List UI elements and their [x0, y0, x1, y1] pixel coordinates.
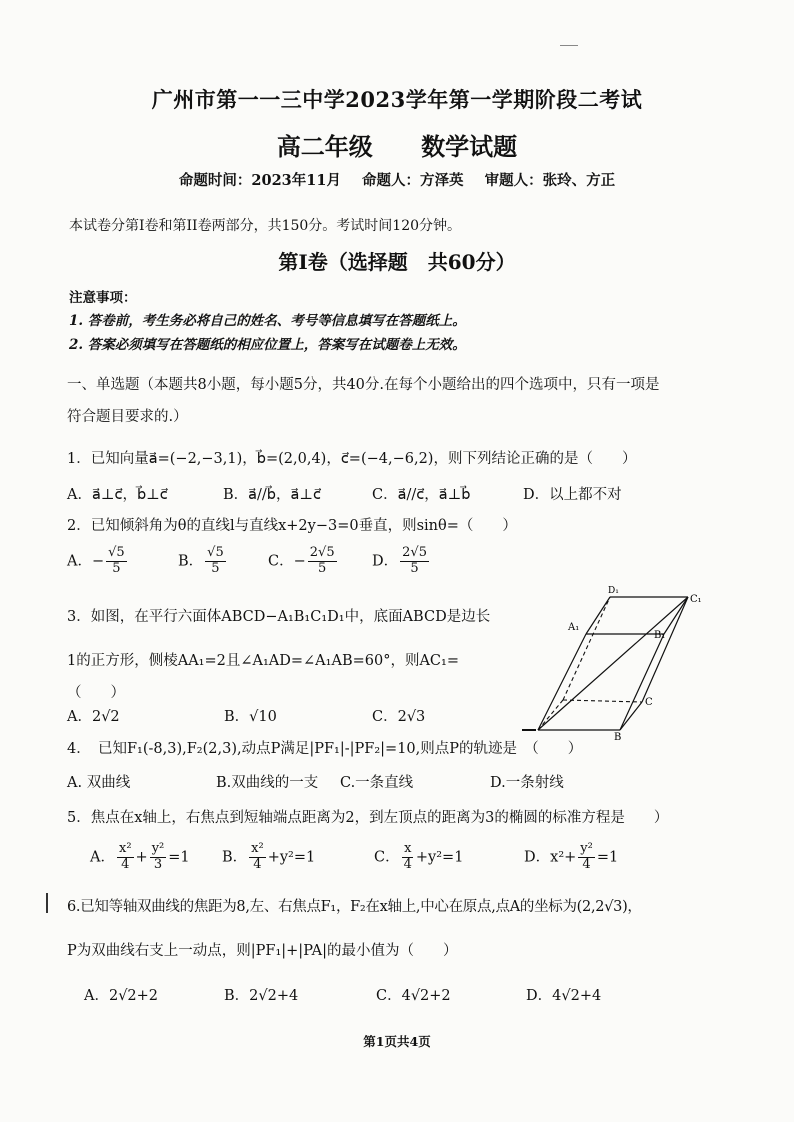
- label-a1: A₁: [568, 622, 580, 633]
- edge-cc1: [642, 597, 688, 702]
- exam-author: 命题人：方泽英: [362, 172, 464, 189]
- exam-time: 命题时间：2023年11月: [178, 172, 341, 189]
- question-3-stem: 3．如图，在平行六面体ABCD−A₁B₁C₁D₁中，底面ABCD是边长: [67, 609, 491, 625]
- edge-bb1: [620, 634, 664, 730]
- page-number: 第1页共4页: [363, 1034, 431, 1049]
- q5-option-b: B． $\frac{\text{x²}}{4}$ +y²=1: [222, 841, 316, 872]
- exam-reviewer: 审题人：张玲、方正: [484, 172, 616, 189]
- q4-option-c: C.一条直线: [340, 775, 414, 791]
- question-1-stem: 1．已知向量a⃗=(−2,−3,1)，b⃗=(2,0,4)，c⃗=(−4,−6,2)，则下列结论正确的是（ ）: [67, 451, 637, 467]
- hidden-edge-dd1: [563, 597, 610, 700]
- q6-option-c: C．4√2+2: [376, 988, 451, 1004]
- question-6-stem-cont: P为双曲线右支上一动点，则|PF₁|+|PA|的最小值为（ ）: [67, 943, 458, 959]
- question-6-stem: 6.已知等轴双曲线的焦距为8,左、右焦点F₁，F₂在x轴上,中心在原点,点A的坐标为(2,2√3)，: [67, 899, 642, 915]
- exam-title: 广州市第一一三中学2023学年第一学期阶段二考试: [151, 87, 643, 112]
- q4-option-a: A. 双曲线: [67, 775, 131, 791]
- question-3-stem-blank: （ ）: [67, 685, 125, 701]
- question-4-stem: 4． 已知F₁(-8,3),F₂(2,3),动点P满足|PF₁|-|PF₂|=10,则点P的轨迹是 （ ）: [67, 741, 583, 757]
- q3-option-a: A．2√2: [67, 709, 120, 725]
- q6-option-a: A．2√2+2: [84, 988, 159, 1004]
- q2-option-d: D． $\frac{2√5}{5}$: [372, 545, 427, 576]
- q2-option-a: A．− $\frac{√5}{5}$: [67, 545, 125, 576]
- question-3-stem-cont: 1的正方形，侧棱AA₁=2且∠A₁AD=∠A₁AB=60°，则AC₁=: [67, 653, 459, 669]
- q5-option-a: A． $\frac{\text{x²}}{4}$ + $\frac{\text{y²}}{3}$ =1: [90, 841, 190, 872]
- q3-option-b: B．√10: [224, 709, 277, 725]
- label-d1: D₁: [608, 586, 619, 596]
- label-c1: C₁: [690, 594, 702, 605]
- section1-heading-cont: 符合题目要求的.）: [67, 409, 188, 425]
- label-b1: B₁: [654, 630, 666, 641]
- part1-title: 第I卷（选择题 共60分）: [278, 250, 516, 274]
- q2-option-c: C．− $\frac{2√5}{5}$: [268, 545, 335, 576]
- label-b: B: [614, 732, 622, 742]
- q2-option-b: B． $\frac{√5}{5}$: [178, 545, 224, 576]
- edge-aa1: [538, 634, 586, 730]
- hidden-edge-dc: [563, 700, 642, 702]
- q1-option-c: C．a⃗//c⃗，a⃗⊥b⃗: [372, 487, 471, 503]
- note-item: 2. 答案必须填写在答题纸的相应位置上，答案写在试题卷上无效。: [69, 337, 466, 353]
- q6-option-b: B．2√2+4: [224, 988, 299, 1004]
- q5-option-d: D．x²+ $\frac{\text{y²}}{4}$ =1: [524, 841, 619, 872]
- edge-a1d1: [586, 597, 610, 634]
- label-c: C: [645, 697, 653, 708]
- scan-edge-mark: [46, 893, 48, 913]
- q3-option-c: C．2√3: [372, 709, 426, 725]
- exam-intro: 本试卷分第I卷和第II卷两部分，共150分。考试时间120分钟。: [69, 218, 462, 234]
- notes-heading: 注意事项：: [69, 290, 137, 306]
- exam-subtitle: [0, 134, 794, 160]
- grade-label: 高二年级: [276, 132, 373, 161]
- scan-mark: [560, 45, 578, 56]
- parallelepiped-figure: [508, 582, 708, 742]
- q4-option-b: B.双曲线的一支: [216, 775, 319, 791]
- q1-option-b: B．a⃗//b⃗，a⃗⊥c⃗: [223, 487, 322, 503]
- q4-option-d: D.一条射线: [490, 775, 564, 791]
- note-item: 1. 答卷前，考生务必将自己的姓名、考号等信息填写在答题纸上。: [69, 313, 466, 329]
- q1-option-a: A．a⃗⊥c⃗，b⃗⊥c⃗: [67, 487, 168, 503]
- question-5-stem: 5．焦点在x轴上，右焦点到短轴端点距离为2，到左顶点的距离为3的椭圆的标准方程是 ）: [67, 810, 669, 826]
- q5-option-c: C． $\frac{x}{4}$ +y²=1: [374, 841, 464, 872]
- q6-option-d: D．4√2+4: [526, 988, 602, 1004]
- q1-option-d: D．以上都不对: [523, 487, 622, 503]
- subject-label: 数学试题: [421, 132, 518, 161]
- question-2-stem: 2．已知倾斜角为θ的直线l与直线x+2y−3=0垂直，则sinθ=（ ）: [67, 518, 517, 534]
- exam-meta: [0, 173, 794, 189]
- diagonal-ac1: [538, 597, 688, 730]
- section1-heading: 一、单选题（本题共8小题，每小题5分，共40分.在每个小题给出的四个选项中，只有一项是: [67, 377, 660, 393]
